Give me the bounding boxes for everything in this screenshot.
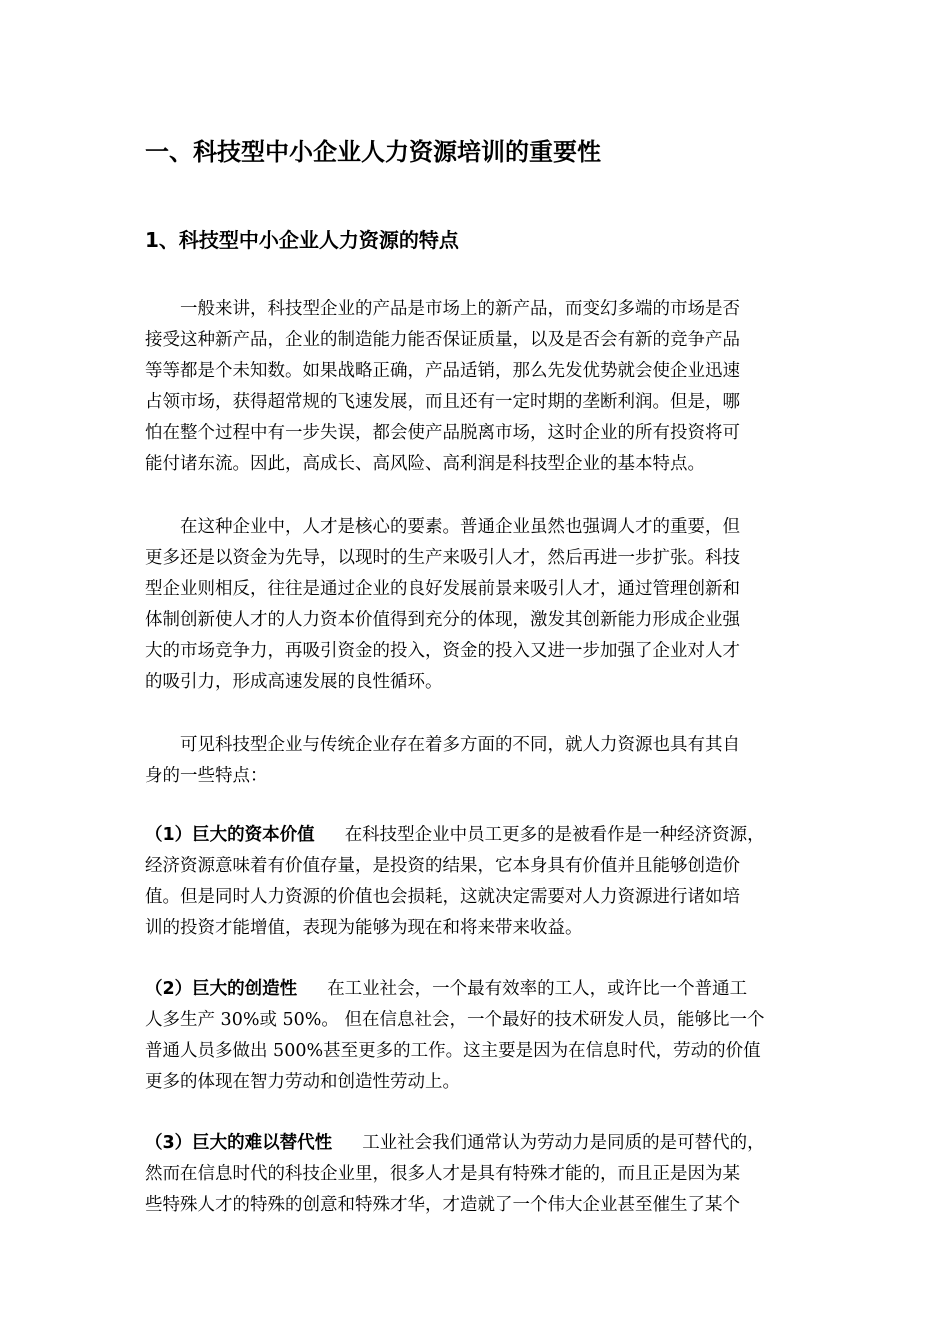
paragraph-line: 经济资源意味着有价值存量，是投资的结果，它本身具有价值并且能够创造价	[145, 856, 740, 876]
paragraph-line: 些特殊人才的特殊的创意和特殊才华，才造就了一个伟大企业甚至催生了某个	[145, 1195, 740, 1215]
paragraph-line: 一般来讲，科技型企业的产品是市场上的新产品，而变幻多端的市场是否	[180, 299, 740, 319]
section-heading: 一、科技型中小企业人力资源培训的重要性	[145, 138, 601, 166]
paragraph-line: 更多还是以资金为先导，以现时的生产来吸引人才，然后再进一步扩张。科技	[145, 548, 740, 568]
point-creativity	[145, 974, 810, 1098]
paragraph-line: 身的一些特点：	[145, 766, 268, 786]
paragraph-differences	[145, 730, 810, 792]
paragraph-talent-core	[145, 512, 810, 698]
paragraph-line: 等等都是个未知数。如果战略正确，产品适销，那么先发优势就会使企业迅速	[145, 361, 740, 381]
point-lead: （2）巨大的创造性	[145, 979, 298, 999]
point-text: 工业社会我们通常认为劳动力是同质的是可替代的，	[362, 1133, 765, 1153]
point-first-line	[145, 974, 810, 1005]
point-text: 在工业社会，一个最有效率的工人，或许比一个普通工	[327, 979, 748, 999]
point-lead: （3）巨大的难以替代性	[145, 1133, 333, 1153]
paragraph-line: 大的市场竞争力，再吸引资金的投入，资金的投入又进一步加强了企业对人才	[145, 641, 740, 661]
paragraph-line: 然而在信息时代的科技企业里，很多人才是具有特殊才能的，而且正是因为某	[145, 1164, 740, 1184]
paragraph-line: 人多生产 30%或 50%。 但在信息社会，一个最好的技术研发人员，能够比一个	[145, 1010, 765, 1030]
paragraph-line: 可见科技型企业与传统企业存在着多方面的不同，就人力资源也具有其自	[180, 735, 740, 755]
paragraph-line: 训的投资才能增值，表现为能够为现在和将来带来收益。	[145, 918, 583, 938]
paragraph-line: 在这种企业中，人才是核心的要素。普通企业虽然也强调人才的重要，但	[180, 517, 740, 537]
paragraph-line: 能付诸东流。因此，高成长、高风险、高利润是科技型企业的基本特点。	[145, 454, 705, 474]
point-first-line	[145, 1128, 810, 1159]
paragraph-line: 值。但是同时人力资源的价值也会损耗，这就决定需要对人力资源进行诸如培	[145, 887, 740, 907]
point-first-line	[145, 820, 810, 851]
paragraph-line: 接受这种新产品，企业的制造能力能否保证质量，以及是否会有新的竞争产品	[145, 330, 740, 350]
paragraph-line: 占领市场，获得超常规的飞速发展，而且还有一定时期的垄断利润。但是，哪	[145, 392, 740, 412]
paragraph-line: 的吸引力，形成高速发展的良性循环。	[145, 672, 443, 692]
point-capital-value	[145, 820, 810, 944]
paragraph-line: 型企业则相反，往往是通过企业的良好发展前景来吸引人才，通过管理创新和	[145, 579, 740, 599]
point-lead: （1）巨大的资本价值	[145, 825, 315, 845]
point-text: 在科技型企业中员工更多的是被看作是一种经济资源，	[344, 825, 765, 845]
paragraph-line: 体制创新使人才的人力资本价值得到充分的体现，激发其创新能力形成企业强	[145, 610, 740, 630]
paragraph-line: 怕在整个过程中有一步失误，都会使产品脱离市场，这时企业的所有投资将可	[145, 423, 740, 443]
point-irreplaceability	[145, 1128, 810, 1221]
paragraph-line: 普通人员多做出 500%甚至更多的工作。这主要是因为在信息时代，劳动的价值	[145, 1041, 761, 1061]
subsection-heading: 1、科技型中小企业人力资源的特点	[145, 228, 459, 252]
paragraph-line: 更多的体现在智力劳动和创造性劳动上。	[145, 1072, 460, 1092]
paragraph-characteristics-intro	[145, 294, 810, 480]
